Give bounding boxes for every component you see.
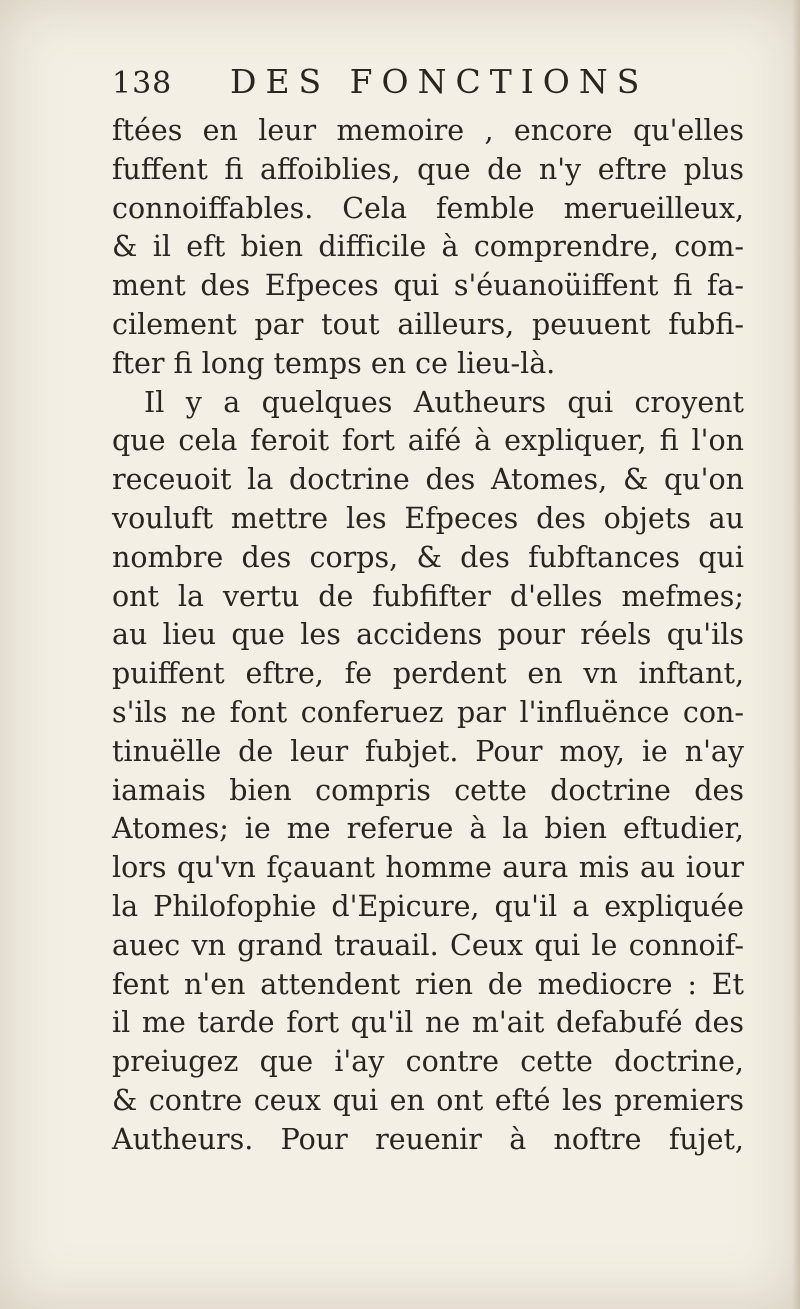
text-line: tinuëlle de leur fubjet. Pour moy, ie n'ay — [112, 734, 744, 768]
page-edge-shadow — [792, 0, 800, 1309]
text-line: lors qu'vn fçauant homme aura mis au iour — [112, 851, 744, 885]
text-line: ment des Efpeces qui s'éuanoüiffent fi fa- — [112, 269, 744, 303]
text-line: Autheurs. Pour reuenir à noftre fujet, — [112, 1122, 744, 1156]
text-line: connoiffables. Cela femble merueilleux, — [112, 191, 744, 225]
text-line: cilement par tout ailleurs, peuuent fubfi- — [112, 307, 744, 341]
text-line: ftées en leur memoire , encore qu'elles — [112, 114, 744, 147]
text-line: receuoit la doctrine des Atomes, & qu'on — [112, 463, 744, 497]
paragraph — [112, 384, 744, 1160]
text-line: fter fi long temps en ce lieu-là. — [112, 346, 556, 380]
paragraph — [112, 112, 744, 384]
text-line: puiffent eftre, fe perdent en vn inftant, — [112, 657, 744, 691]
text-line: au lieu que les accidens pour réels qu'ils — [112, 618, 744, 652]
text-line: Atomes; ie me referue à la bien eftudier, — [112, 812, 744, 846]
page-number: 138 — [112, 66, 173, 101]
text-line: fuffent fi affoiblies, que de n'y eftre plus — [112, 152, 744, 186]
text-line: la Philofophie d'Epicure, qu'il a expliquée — [112, 889, 744, 923]
text-line: & contre ceux qui en ont efté les premiers — [112, 1083, 744, 1117]
page-header — [112, 62, 672, 106]
running-title: DES FONCTIONS — [230, 62, 649, 101]
text-line: auec vn grand trauail. Ceux qui le connoif- — [112, 928, 744, 962]
text-line: vouluft mettre les Efpeces des objets au — [112, 501, 744, 535]
text-line: nombre des corps, & des fubftances qui — [112, 540, 744, 574]
text-line: ont la vertu de fubfifter d'elles mefmes; — [112, 579, 744, 613]
text-line: & il eft bien difficile à comprendre, com- — [112, 230, 744, 264]
text-line: iamais bien compris cette doctrine des — [112, 773, 744, 807]
text-line: il me tarde fort qu'il ne m'ait defabufé des — [112, 1006, 744, 1040]
text-line: fent n'en attendent rien de mediocre : Et — [112, 967, 744, 1001]
text-line: preiugez que i'ay contre cette doctrine, — [112, 1045, 744, 1079]
page-body — [112, 112, 744, 1160]
text-line: que cela feroit fort aifé à expliquer, fi l'on — [112, 424, 744, 458]
text-line: Il y a quelques Autheurs qui croyent — [144, 385, 744, 419]
text-line: s'ils ne font conferuez par l'influënce con- — [112, 695, 744, 729]
